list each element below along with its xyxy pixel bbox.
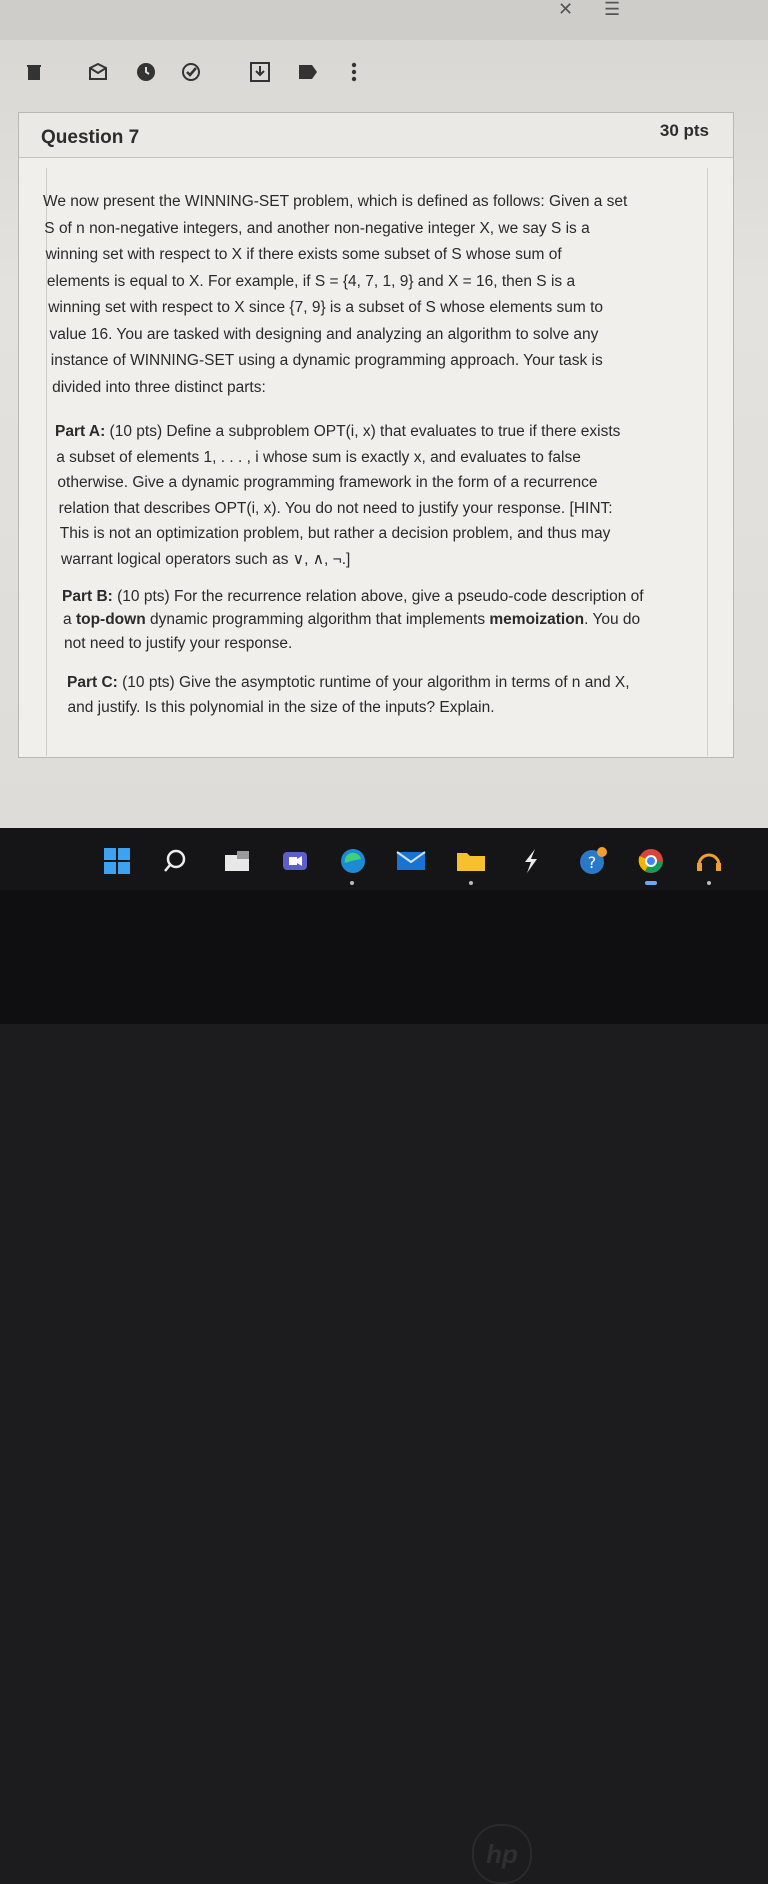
partA-text: a subset of elements 1, . . . , i whose sum is exactly x, and evaluates to false (56, 448, 581, 466)
partC-text: (10 pts) Give the asymptotic runtime of your algorithm in terms of n and X, (117, 674, 630, 691)
partA-line (55, 420, 710, 443)
partA-text: (10 pts) Define a subproblem OPT(i, x) that evaluates to true if there exists (105, 423, 621, 440)
tag-icon[interactable] (296, 60, 320, 84)
partA-text: warrant logical operators such as ∨, ∧, ¬.] (61, 550, 351, 568)
partA-label: Part A: (55, 423, 106, 440)
intro-line (47, 270, 702, 293)
hp-logo: hp (472, 1824, 532, 1884)
search-icon[interactable] (160, 846, 190, 876)
screen (0, 0, 768, 835)
partA-line (60, 522, 715, 545)
partC-label: Part C: (67, 674, 118, 691)
partA-line (57, 471, 712, 494)
intro-text: winning set with respect to X if there exists some subset of S whose sum of (45, 246, 562, 263)
part-b-topdown: top-down (75, 611, 146, 628)
close-icon[interactable]: ✕ (558, 0, 574, 19)
intro-text: instance of WINNING-SET using a dynamic programming approach. Your task is (50, 352, 603, 369)
part-b-text: a (63, 611, 76, 628)
toolbar (0, 50, 768, 94)
question-title: Question 7 (41, 127, 140, 148)
partC-text: and justify. Is this polynomial in the size of the inputs? Explain. (67, 699, 495, 716)
edge-icon[interactable] (338, 846, 368, 876)
help-icon[interactable] (578, 846, 608, 876)
part-b-line-1 (62, 585, 717, 608)
intro-text: winning set with respect to X since {7, 9} is a subset of S whose elements sum to (48, 299, 604, 316)
intro-line (46, 243, 701, 266)
partA-line (59, 497, 714, 520)
file-explorer-icon[interactable] (222, 846, 252, 876)
intro-text: elements is equal to X. For example, if S = {4, 7, 1, 9} and X = 16, then S is a (46, 272, 576, 290)
intro-line (50, 323, 705, 346)
question-header (19, 113, 733, 158)
partA-line (61, 548, 716, 571)
partA-text: otherwise. Give a dynamic programming framework in the form of a recurrence (57, 474, 598, 491)
partC-line (67, 671, 722, 694)
browser-top-strip (0, 0, 768, 40)
check-icon[interactable] (180, 60, 204, 84)
windows-start-icon[interactable] (102, 846, 132, 876)
folder-icon[interactable] (456, 846, 486, 876)
part-b-line-2 (63, 608, 718, 631)
folder-icon[interactable] (86, 60, 110, 84)
intro-text: We now present the WINNING-SET problem, which is defined as follows: Given a set (43, 193, 628, 210)
intro-line (51, 349, 706, 372)
mail-icon[interactable] (396, 846, 426, 876)
active-indicator (707, 881, 711, 885)
svg-text:?: ? (587, 853, 597, 872)
part-b-text: dynamic programming algorithm that implements (145, 611, 490, 628)
chrome-icon[interactable] (636, 846, 666, 876)
partA-text: relation that describes OPT(i, x). You do not need to justify your response. [HINT: (58, 499, 613, 517)
intro-text: S of n non-negative integers, and another non-negative integer X, we say S is a (44, 219, 590, 237)
question-points: 30 pts (659, 121, 709, 140)
part-b-memoization: memoization (489, 611, 585, 628)
active-indicator (469, 881, 473, 885)
download-icon[interactable] (248, 60, 272, 84)
active-indicator (350, 881, 354, 885)
partA-text: This is not an optimization problem, but rather a decision problem, and thus may (59, 525, 611, 542)
taskbar (0, 828, 768, 890)
part-b-text: (10 pts) For the recurrence relation above, give a pseudo-code description of (112, 588, 644, 605)
partA-line (56, 446, 711, 469)
intro-text: divided into three distinct parts: (52, 378, 266, 396)
part-b-text: . You do (584, 611, 641, 628)
intro-line (43, 190, 698, 213)
active-indicator (645, 881, 657, 885)
headset-icon[interactable] (694, 846, 724, 876)
menu-icon[interactable]: ☰ (604, 0, 621, 19)
app-icon[interactable] (516, 846, 546, 876)
teams-icon[interactable] (280, 846, 310, 876)
clock-icon[interactable] (134, 60, 158, 84)
intro-line (48, 296, 703, 319)
part-b-label: Part B: (62, 588, 113, 605)
laptop-bezel (0, 890, 768, 1869)
intro-line (52, 376, 707, 399)
more-icon[interactable] (342, 60, 366, 84)
trash-icon[interactable] (22, 60, 46, 84)
intro-text: value 16. You are tasked with designing and analyzing an algorithm to solve any (49, 325, 599, 343)
partC-line (68, 696, 723, 719)
intro-line (44, 217, 699, 240)
part-b-line-3: not need to justify your response. (64, 635, 293, 652)
